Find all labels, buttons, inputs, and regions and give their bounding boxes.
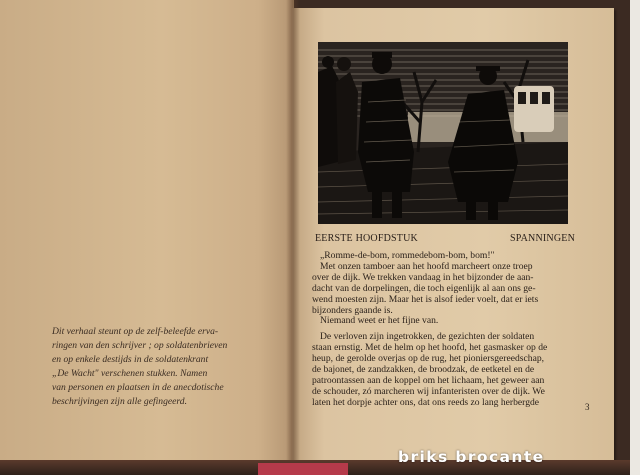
- chapter-title: SPANNINGEN: [510, 233, 575, 244]
- intro-line: van personen en plaatsen in de anecdotische: [52, 382, 224, 393]
- body-line: heup, de gerolde overjas op de rug, het pioniersgereedschap,: [312, 353, 545, 365]
- chapter-body-text: [312, 251, 588, 409]
- intro-note: [52, 325, 288, 409]
- intro-line: „De Wacht" verschenen stukken. Namen: [52, 368, 208, 379]
- chapter-label: EERSTE HOOFDSTUK: [315, 233, 418, 244]
- page-number: 3: [585, 402, 590, 412]
- intro-line: beschrijvingen zijn alle gefingeerd.: [52, 396, 187, 407]
- body-line: staan ernstig. Met de helm op het hoofd, het gasmasker op de: [312, 342, 548, 354]
- body-line: Niemand weet er het fijne van.: [320, 315, 439, 327]
- body-line: laten het dorpje achter ons, dat ons reeds zo lang herbergde: [312, 396, 540, 408]
- book-gutter: [286, 0, 300, 470]
- body-line: de bajonet, de zandzakken, de broodzak, de eetketel en de: [312, 364, 535, 376]
- body-line: over de dijk. We trekken vandaag in het bijzonder de aan-: [312, 271, 534, 283]
- body-line: wend moesten zijn. Maar het is alsof ieder voelt, dat er iets: [312, 293, 539, 305]
- chapter-heading: [315, 233, 575, 244]
- cover-red-binding: [258, 463, 348, 475]
- woodcut-illustration: [318, 42, 568, 224]
- body-line: „Romme-de-bom, rommedebom-bom, bom!": [320, 250, 495, 261]
- body-line: bijzonders gaande is.: [312, 304, 393, 316]
- body-line: Met onzen tamboer aan het hoofd marcheert onze troep: [320, 260, 533, 272]
- intro-line: Dit verhaal steunt op de zelf-beleefde erva-: [52, 326, 219, 337]
- intro-line: ringen van den schrijver ; op soldatenbrieven: [52, 340, 228, 351]
- watermark-text: briks brocante: [398, 448, 545, 466]
- body-line: De verloven zijn ingetrokken, de gezichten der soldaten: [320, 331, 535, 343]
- intro-line: en op enkele destijds in de soldatenkrant: [52, 354, 209, 365]
- body-line: de schouder, zó marcheren wij infanteristen over de dijk. We: [312, 385, 545, 397]
- body-line: dacht van de dorpelingen, die toch eigenlijk al aan ons ge-: [312, 282, 536, 294]
- body-line: patroontassen aan de koppel om het lichaam, het geweer aan: [312, 374, 545, 386]
